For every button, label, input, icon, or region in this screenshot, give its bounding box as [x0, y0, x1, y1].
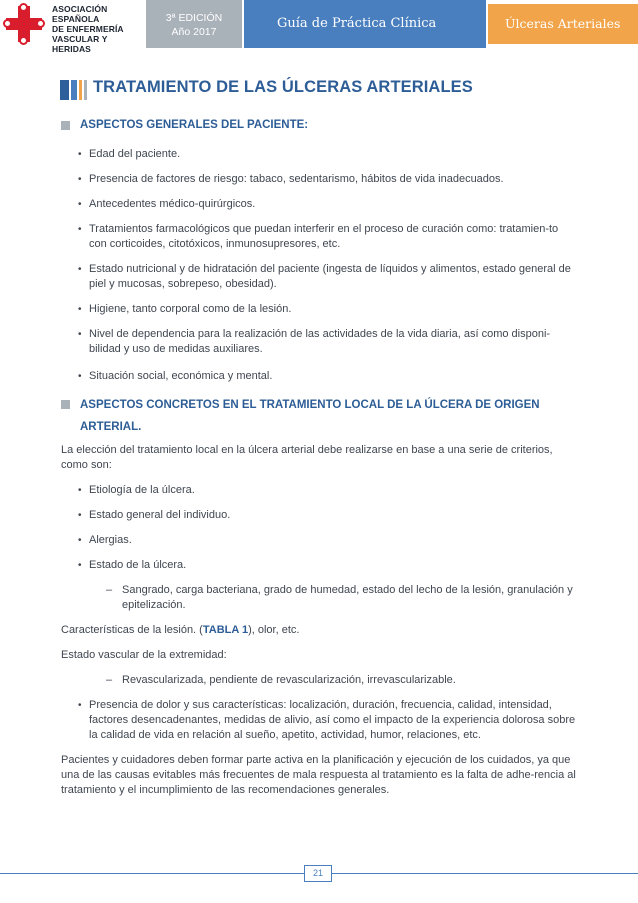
section-heading [61, 115, 578, 135]
sub-list-item: – Sangrado, carga bacteriana, grado de humedad, estado del lecho de la lesión, granulación y epitelización. [61, 583, 578, 613]
list-item: • Alergias. [61, 533, 578, 548]
main-content [61, 115, 578, 798]
footer-rule-left [0, 873, 304, 874]
list-item: • Etiología de la úlcera. [61, 483, 578, 498]
edition-box [146, 0, 242, 48]
logo-line: ESPAÑOLA [52, 14, 100, 24]
list-item: • Higiene, tanto corporal como de la lesión. [61, 302, 578, 317]
section-heading-text: ARTERIAL. [80, 421, 142, 433]
logo-line: DE ENFERMERÍA [52, 24, 124, 34]
text-run: ), olor, etc. [248, 624, 300, 636]
page-number: 21 [304, 865, 332, 882]
paragraph: Pacientes y cuidadores deben formar parte activa en la planificación y ejecución de los cuidados, ya que una de las causas evitables más frecuentes de mala respuesta al tratamiento es la falta de adhe-rencia al tratamiento y el incumplimiento de las recomendaciones generales. [61, 754, 576, 796]
edition-label: 3ª EDICIÓN [165, 12, 223, 24]
list-item: • Estado de la úlcera. [61, 558, 578, 573]
list-item: • Nivel de dependencia para la realización de las actividades de la vida diaria, así como disponi-bilidad y uso de medidas auxiliares. [61, 327, 578, 357]
list-item: • Estado nutricional y de hidratación del paciente (ingesta de líquidos y alimentos, estado general de piel y mucosas, sobrepeso, obesidad). [61, 262, 578, 292]
list-item: • Presencia de dolor y sus características: localización, duración, frecuencia, calidad, intensidad, factores desencadenantes, medidas de alivio, así como el impacto de la experiencia dolorosa sobre la calidad de vida en relación al sueño, apetito, actividad, humor, relaciones, etc. [61, 698, 578, 743]
association-logo [0, 0, 145, 54]
list-item: • Antecedentes médico-quirúrgicos. [61, 197, 578, 212]
list-item: • Presencia de factores de riesgo: tabaco, sedentarismo, hábitos de vida inadecuados. [61, 172, 578, 187]
footer-rule-right [332, 873, 638, 874]
title-bars-icon [60, 80, 88, 100]
list-item: • Tratamientos farmacológicos que puedan interferir en el proceso de curación como: tratamien-to con corticoides, citotóxicos, inmunosupresores, etc. [61, 222, 578, 252]
square-bullet-icon [61, 121, 70, 130]
red-cross-icon [6, 6, 42, 42]
sub-list-item: – Revascularizada, pendiente de revascularización, irrevascularizable. [61, 673, 578, 688]
section-heading [61, 394, 578, 438]
section-heading-text: ASPECTOS CONCRETOS EN EL TRATAMIENTO LOCAL DE LA ÚLCERA DE ORIGEN [80, 399, 540, 411]
table-reference: TABLA 1 [202, 624, 249, 636]
square-bullet-icon [61, 400, 70, 409]
list-item: • Estado general del individuo. [61, 508, 578, 523]
logo-line: ASOCIACIÓN [52, 4, 108, 14]
edition-year: Año 2017 [171, 26, 217, 38]
paragraph: La elección del tratamiento local en la úlcera arterial debe realizarse en base a una serie de criterios, como son: [61, 444, 553, 471]
logo-text [52, 4, 145, 54]
guide-title: Guía de Práctica Clínica [244, 0, 486, 48]
list-item: • Edad del paciente. [61, 147, 578, 162]
list-item: • Situación social, económica y mental. [61, 369, 578, 384]
paragraph: Estado vascular de la extremidad: [61, 649, 227, 661]
logo-line: VASCULAR Y HERIDAS [52, 34, 108, 54]
section-heading-text: ASPECTOS GENERALES DEL PACIENTE: [80, 119, 309, 131]
section-tab: Úlceras Arteriales [488, 4, 638, 44]
text-run: Características de la lesión. ( [61, 624, 203, 636]
paragraph [61, 623, 578, 638]
page-header [0, 0, 638, 54]
page-title: TRATAMIENTO DE LAS ÚLCERAS ARTERIALES [93, 78, 473, 96]
